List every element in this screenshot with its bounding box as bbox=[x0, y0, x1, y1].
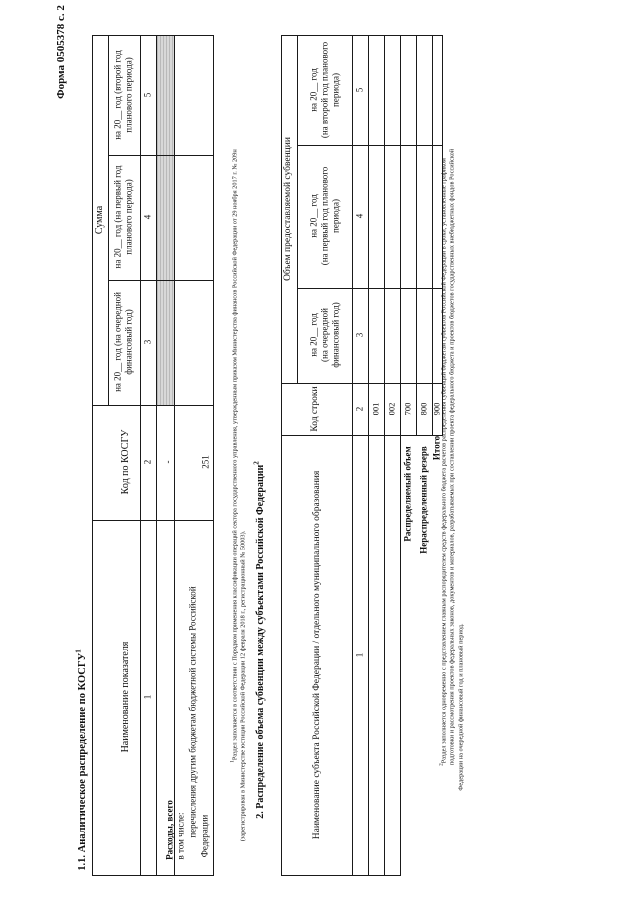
footnote2-line1-text: Раздел заполняется одновременно с представлением главным распорядителем средств федерального бюджета расчетов распределения субвенций бюджетам субъектов Российской Федерации в сроки, установленные графиком bbox=[440, 158, 448, 764]
footnote2-line3: Федерации на очередной финансовый год и плановый период. bbox=[457, 623, 465, 791]
subv-row-code-700: 700 bbox=[402, 402, 413, 416]
subv-header-y1-line3: финансовый год) bbox=[330, 302, 341, 368]
kosgu-header-year2-line2: планового периода) bbox=[123, 179, 134, 255]
section1-title bbox=[76, 649, 89, 870]
section2-title-text: 2. Распределение объема субвенции между субъектами Российской Федерации bbox=[254, 464, 266, 819]
section1-title-footnote-mark: 1 bbox=[74, 649, 83, 653]
subv-row-label-700: Распределяемый объем bbox=[402, 446, 413, 542]
kosgu-header-year3-line1: на 20__ год (второй год bbox=[112, 50, 123, 140]
subv-table-border-left bbox=[281, 875, 401, 876]
subv-table-volume-line bbox=[297, 35, 298, 383]
kosgu-colnum-4: 4 bbox=[142, 214, 153, 220]
footnote1-line1 bbox=[231, 149, 240, 763]
footnote1-line2: (зарегистрирован в Министерстве юстиции Российской Федерации 12 февраля 2018 г., регистрационный № 50003). bbox=[239, 530, 247, 842]
subv-colnum-4: 4 bbox=[354, 213, 365, 219]
footnote2-mark: 2 bbox=[438, 763, 445, 766]
subv-row-code-001: 001 bbox=[370, 402, 381, 416]
subv-header-y1-line1: на 20__ год bbox=[308, 313, 319, 357]
subv-header-volume: Объем предоставляемой субвенции bbox=[283, 137, 294, 281]
subv-table-border-top bbox=[281, 35, 282, 875]
subv-header-y1-line2: (на очередной bbox=[319, 308, 330, 362]
subv-table-row700-bottom bbox=[416, 35, 417, 435]
subv-table-col2-3-sep bbox=[281, 383, 443, 384]
kosgu-row-transfers-line2: Федерации bbox=[199, 814, 210, 858]
subv-header-y2-line1: на 20__ год bbox=[308, 194, 319, 238]
kosgu-hatch-year1 bbox=[157, 281, 174, 405]
footnote1-mark: 1 bbox=[229, 760, 236, 763]
subv-header-subject: Наименование субъекта Российской Федерации / отдельного муниципального образования bbox=[312, 470, 323, 840]
kosgu-row-expenses-label: Расходы, всего bbox=[164, 800, 175, 860]
kosgu-header-indicator: Наименование показателя bbox=[119, 641, 131, 753]
kosgu-header-year2-line1: на 20__ год (на первый год bbox=[112, 165, 123, 269]
kosgu-table-header-bottom bbox=[140, 35, 141, 875]
kosgu-colnum-1: 1 bbox=[142, 694, 153, 700]
kosgu-row-transfers-line1: перечисления другим бюджетам бюджетной системы Российской bbox=[187, 586, 198, 838]
footnote2-line2: подготовки и рассмотрения проектов федеральных законов, документов и материалов, разрабатываемых при составлении проекта федерального бюджета и проектов бюджетов государственных внебюджетных фондов Российской bbox=[448, 148, 456, 766]
section2-title-footnote-mark: 2 bbox=[252, 461, 261, 465]
subv-colnum-5: 5 bbox=[354, 87, 365, 93]
subv-table-border-right bbox=[281, 35, 443, 36]
kosgu-table-header-sum-line bbox=[108, 35, 109, 405]
subv-colnum-3: 3 bbox=[354, 332, 365, 338]
subv-table-header-bottom bbox=[352, 35, 353, 875]
kosgu-table-border-left bbox=[92, 875, 214, 876]
subv-row-code-800: 800 bbox=[418, 402, 429, 416]
footnote2-line1 bbox=[440, 158, 449, 766]
subv-header-y3-line3: периода) bbox=[330, 73, 341, 107]
kosgu-header-year1-line2: финансовый год) bbox=[123, 309, 134, 375]
kosgu-header-year3-line2: планового периода) bbox=[123, 57, 134, 133]
kosgu-hatch-year2 bbox=[157, 156, 174, 280]
form-code: Форма 0505378 с. 2 bbox=[55, 5, 68, 99]
kosgu-header-code: Код по КОСГУ bbox=[119, 429, 131, 495]
subv-row-label-900: Итого bbox=[431, 435, 442, 461]
kosgu-header-year1-line1: на 20__ год (на очередной bbox=[112, 292, 123, 392]
subv-table-row001-bottom bbox=[384, 35, 385, 875]
kosgu-table-border-bottom bbox=[213, 35, 214, 875]
section1-title-text: 1.1. Аналитическое распределение по КОСГУ bbox=[77, 652, 89, 871]
subv-colnum-2: 2 bbox=[354, 406, 365, 412]
kosgu-row-transfers-code: 251 bbox=[200, 455, 211, 469]
kosgu-header-sum: Сумма bbox=[93, 205, 105, 235]
subv-header-line-code: Код строки bbox=[310, 386, 321, 432]
kosgu-table-col2-3-sep bbox=[92, 405, 214, 406]
subv-header-y3-line2: (на второй год планового bbox=[319, 41, 330, 139]
subv-row-label-800: Нераспределенный резерв bbox=[418, 446, 429, 554]
kosgu-row-expenses-code: - bbox=[162, 460, 173, 464]
subv-table-col1-2-sep bbox=[281, 435, 443, 436]
footnote1-line1-text: Раздел заполняется в соответствии с Порядком применения классификации операций сектора государственного управления, утвержденным приказом Министерства финансов Российской Федерации от 29 ноября 2017 г. № 209н bbox=[231, 149, 239, 761]
subv-header-y3-line1: на 20__ год bbox=[308, 68, 319, 112]
subv-colnum-1: 1 bbox=[354, 652, 365, 658]
subv-header-y2-line2: (на первый год планового bbox=[319, 166, 330, 266]
kosgu-colnum-5: 5 bbox=[142, 92, 153, 98]
subv-row-code-002: 002 bbox=[386, 402, 397, 416]
subv-table-col3-4-sep bbox=[297, 288, 443, 289]
subv-table-col4-5-sep bbox=[297, 145, 443, 146]
kosgu-row-incl: в том числе: bbox=[175, 812, 186, 860]
kosgu-table-col1-2-sep bbox=[92, 520, 214, 521]
subv-table-row800-bottom bbox=[432, 35, 433, 435]
subv-table-colnum-bottom bbox=[368, 35, 369, 875]
kosgu-table-border-top bbox=[92, 35, 93, 875]
subv-row-code-900: 900 bbox=[431, 402, 442, 416]
kosgu-table-border-right bbox=[92, 35, 214, 36]
kosgu-hatch-year3 bbox=[157, 36, 174, 155]
kosgu-table-expenses-bottom bbox=[174, 35, 175, 875]
kosgu-colnum-2: 2 bbox=[142, 459, 153, 465]
kosgu-colnum-3: 3 bbox=[142, 339, 153, 345]
subv-header-y2-line3: периода) bbox=[330, 199, 341, 233]
subv-table-row002-bottom bbox=[400, 35, 401, 875]
section2-title bbox=[254, 461, 267, 818]
